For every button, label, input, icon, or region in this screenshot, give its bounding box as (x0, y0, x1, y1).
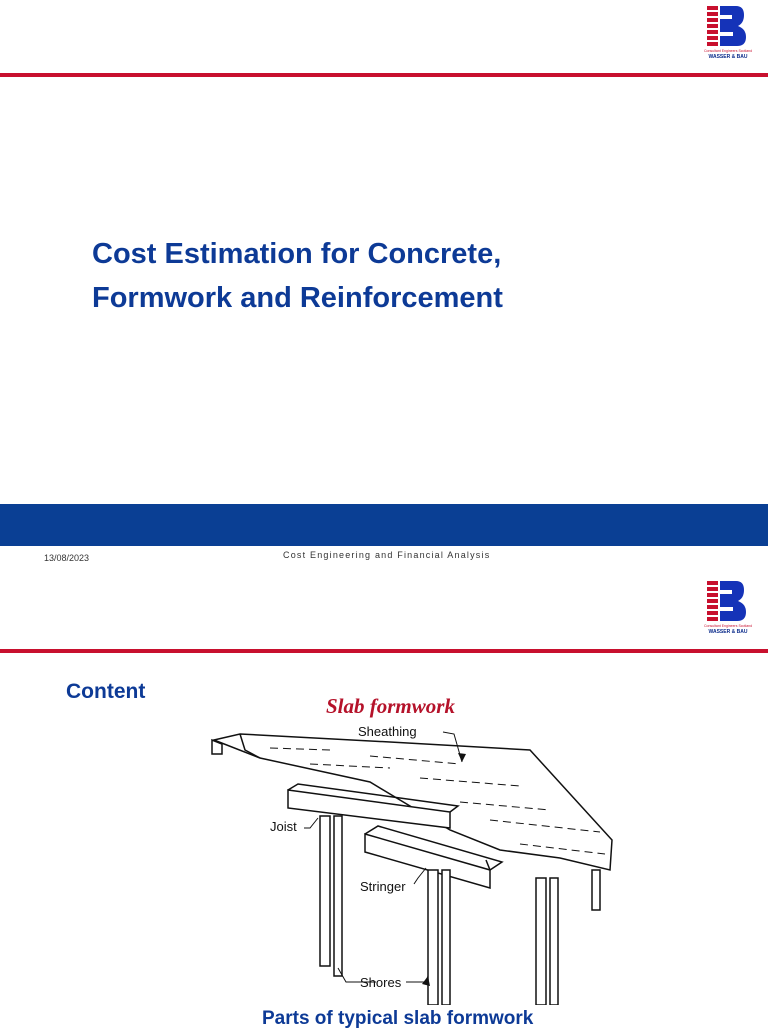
logo-mark-icon (704, 5, 752, 49)
slide-footer: Cost Engineering and Financial Analysis (283, 550, 491, 560)
logo-brand: WASSER & BAU (708, 629, 748, 635)
footer-band (0, 504, 768, 546)
title-line-1: Cost Estimation for Concrete, (92, 238, 502, 270)
logo-mark-icon (704, 580, 752, 624)
shore-post (442, 870, 450, 1005)
figure-title: Slab formwork (326, 694, 455, 718)
logo-caption: Consultant Engineers Scotland (704, 49, 753, 53)
slide-title (92, 232, 503, 320)
shore-post (334, 816, 342, 976)
label-joist: Joist (270, 819, 297, 834)
label-shores: Shores (360, 975, 402, 990)
logo-brand: WASSER & BAU (708, 54, 748, 60)
label-stringer: Stringer (360, 879, 406, 894)
slide-date: 13/08/2023 (44, 553, 90, 563)
label-sheathing: Sheathing (358, 724, 417, 739)
header-rule (0, 649, 768, 653)
content-heading: Content (66, 680, 146, 703)
title-line-2: Formwork and Reinforcement (92, 282, 503, 314)
company-logo (704, 580, 752, 638)
figure-caption: Parts of typical slab formwork (262, 1008, 534, 1029)
shore-post (536, 878, 546, 1005)
shore-post (550, 878, 558, 1005)
company-logo (704, 5, 752, 63)
header-rule (0, 73, 768, 77)
slab-formwork-diagram (200, 720, 630, 1005)
shore-post (320, 816, 330, 966)
logo-caption: Consultant Engineers Scotland (704, 624, 753, 628)
